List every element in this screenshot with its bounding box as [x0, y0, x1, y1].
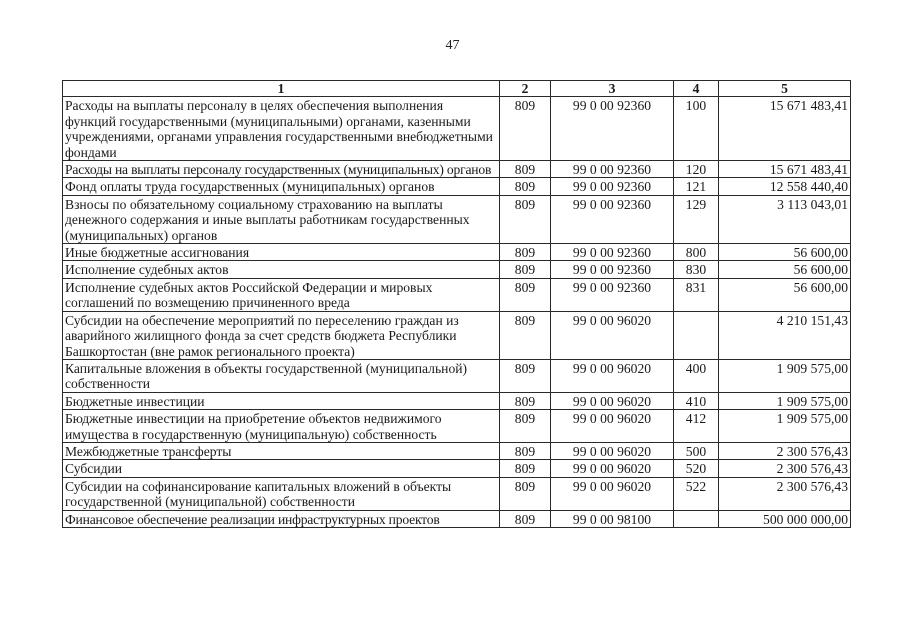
- table-row: [63, 161, 851, 178]
- header-row: [63, 81, 851, 97]
- row-grbs: 809: [500, 278, 551, 311]
- row-csr: 99 0 00 96020: [551, 392, 674, 409]
- table-row: [63, 178, 851, 195]
- row-vr: 100: [674, 97, 719, 161]
- row-amount: 12 558 440,40: [719, 178, 851, 195]
- row-vr: 129: [674, 195, 719, 243]
- table-row: [63, 278, 851, 311]
- row-grbs: 809: [500, 410, 551, 443]
- row-amount: 1 909 575,00: [719, 410, 851, 443]
- row-amount: 2 300 576,43: [719, 477, 851, 510]
- row-grbs: 809: [500, 311, 551, 359]
- row-name: Субсидии на софинансирование капитальных вложений в объекты государственной (муниципальной) собственности: [63, 477, 500, 510]
- row-grbs: 809: [500, 510, 551, 527]
- table-row: [63, 97, 851, 161]
- row-csr: 99 0 00 96020: [551, 460, 674, 477]
- row-grbs: 809: [500, 460, 551, 477]
- row-name: Межбюджетные трансферты: [63, 442, 500, 459]
- row-vr: 410: [674, 392, 719, 409]
- row-name: Фонд оплаты труда государственных (муниципальных) органов: [63, 178, 500, 195]
- row-vr: 800: [674, 244, 719, 261]
- row-name: Финансовое обеспечение реализации инфраструктурных проектов: [63, 510, 500, 527]
- row-csr: 99 0 00 92360: [551, 261, 674, 278]
- row-name: Взносы по обязательному социальному страхованию на выплаты денежного содержания и иные выплаты работникам государственных (муниципальных) органов: [63, 195, 500, 243]
- row-csr: 99 0 00 92360: [551, 97, 674, 161]
- table-row: [63, 392, 851, 409]
- row-csr: 99 0 00 96020: [551, 442, 674, 459]
- table-row: [63, 510, 851, 527]
- row-name: Иные бюджетные ассигнования: [63, 244, 500, 261]
- row-amount: 1 909 575,00: [719, 359, 851, 392]
- row-csr: 99 0 00 98100: [551, 510, 674, 527]
- page-number: 47: [445, 38, 460, 53]
- row-grbs: 809: [500, 178, 551, 195]
- row-name: Субсидии: [63, 460, 500, 477]
- table-row: [63, 195, 851, 243]
- row-vr: 520: [674, 460, 719, 477]
- row-amount: 56 600,00: [719, 244, 851, 261]
- row-amount: 56 600,00: [719, 261, 851, 278]
- row-vr: 412: [674, 410, 719, 443]
- row-csr: 99 0 00 92360: [551, 161, 674, 178]
- budget-table: [62, 80, 851, 528]
- row-name: Исполнение судебных актов Российской Федерации и мировых соглашений по возмещению причиненного вреда: [63, 278, 500, 311]
- row-csr: 99 0 00 92360: [551, 278, 674, 311]
- row-amount: 15 671 483,41: [719, 97, 851, 161]
- row-name: Исполнение судебных актов: [63, 261, 500, 278]
- row-name: Расходы на выплаты персоналу в целях обеспечения выполнения функций государственными (муниципальными) органами, казенными учреждениями, органами управления государственными внебюджетными фондами: [63, 97, 500, 161]
- row-vr: 831: [674, 278, 719, 311]
- row-csr: 99 0 00 96020: [551, 477, 674, 510]
- row-csr: 99 0 00 96020: [551, 359, 674, 392]
- row-grbs: 809: [500, 392, 551, 409]
- row-grbs: 809: [500, 477, 551, 510]
- row-amount: 56 600,00: [719, 278, 851, 311]
- row-vr: 830: [674, 261, 719, 278]
- table-row: [63, 359, 851, 392]
- row-grbs: 809: [500, 359, 551, 392]
- row-vr: 400: [674, 359, 719, 392]
- table-row: [63, 311, 851, 359]
- row-name: Бюджетные инвестиции на приобретение объектов недвижимого имущества в государственную (муниципальную) собственность: [63, 410, 500, 443]
- row-grbs: 809: [500, 161, 551, 178]
- row-grbs: 809: [500, 244, 551, 261]
- table-row: [63, 442, 851, 459]
- row-grbs: 809: [500, 97, 551, 161]
- row-amount: 500 000 000,00: [719, 510, 851, 527]
- row-csr: 99 0 00 96020: [551, 410, 674, 443]
- header-cell-amount: 5: [719, 81, 851, 97]
- row-grbs: 809: [500, 261, 551, 278]
- row-name: Бюджетные инвестиции: [63, 392, 500, 409]
- row-amount: 15 671 483,41: [719, 161, 851, 178]
- table-row: [63, 261, 851, 278]
- row-amount: 4 210 151,43: [719, 311, 851, 359]
- row-name: Капитальные вложения в объекты государственной (муниципальной) собственности: [63, 359, 500, 392]
- row-name: Расходы на выплаты персоналу государственных (муниципальных) органов: [63, 161, 500, 178]
- row-vr: 500: [674, 442, 719, 459]
- row-amount: 1 909 575,00: [719, 392, 851, 409]
- row-csr: 99 0 00 92360: [551, 178, 674, 195]
- row-grbs: 809: [500, 442, 551, 459]
- table-row: [63, 244, 851, 261]
- row-vr: [674, 311, 719, 359]
- row-csr: 99 0 00 92360: [551, 244, 674, 261]
- row-vr: 522: [674, 477, 719, 510]
- row-amount: 2 300 576,43: [719, 460, 851, 477]
- row-vr: [674, 510, 719, 527]
- table-row: [63, 460, 851, 477]
- row-csr: 99 0 00 96020: [551, 311, 674, 359]
- row-vr: 121: [674, 178, 719, 195]
- table-row: [63, 410, 851, 443]
- row-grbs: 809: [500, 195, 551, 243]
- header-cell-vr: 4: [674, 81, 719, 97]
- row-csr: 99 0 00 92360: [551, 195, 674, 243]
- row-amount: 3 113 043,01: [719, 195, 851, 243]
- row-vr: 120: [674, 161, 719, 178]
- row-amount: 2 300 576,43: [719, 442, 851, 459]
- header-cell-name: 1: [63, 81, 500, 97]
- header-cell-csr: 3: [551, 81, 674, 97]
- table-row: [63, 477, 851, 510]
- row-name: Субсидии на обеспечение мероприятий по переселению граждан из аварийного жилищного фонда за счет средств бюджета Республики Башкортостан (вне рамок регионального проекта): [63, 311, 500, 359]
- header-cell-grbs: 2: [500, 81, 551, 97]
